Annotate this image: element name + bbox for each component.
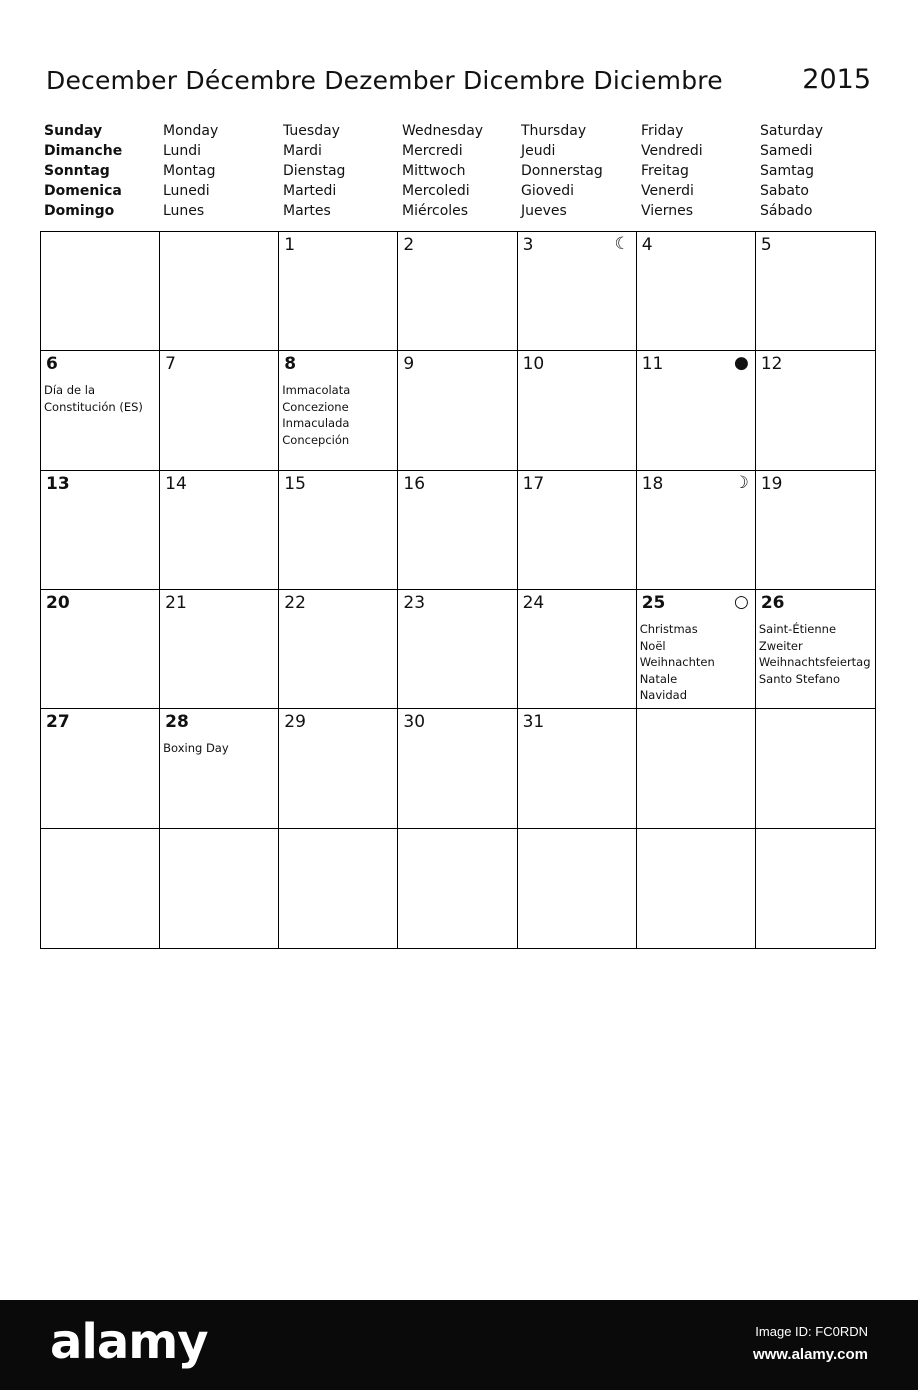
month-title: December Décembre Dezember Dicembre Diciembre: [46, 66, 723, 95]
moon-phase-icon: ○: [734, 592, 749, 612]
weekday-column-5: [641, 121, 760, 221]
weekday-name: Monday: [163, 123, 219, 139]
day-cell: [279, 590, 398, 709]
holiday-notes: [640, 621, 715, 704]
day-cell: [637, 232, 756, 351]
day-number: 7: [165, 354, 176, 375]
weekday-column-0: [44, 121, 163, 221]
weekday-name: Mardi: [283, 143, 322, 159]
day-cell: [160, 709, 279, 828]
day-number: 18: [641, 473, 664, 494]
holiday-note: Constitución (ES): [44, 399, 143, 414]
day-cell: [637, 351, 756, 470]
weekday-name: Lunes: [163, 203, 205, 219]
calendar-grid: [40, 231, 876, 949]
weekday-name: Giovedi: [521, 183, 574, 199]
weekday-name: Friday: [641, 123, 684, 139]
day-cell: [637, 829, 756, 948]
day-number: 27: [46, 712, 70, 733]
day-cell: [518, 829, 637, 948]
holiday-note: Día de la: [44, 383, 96, 398]
day-cell: [41, 590, 160, 709]
day-cell: [637, 471, 756, 590]
weekday-name: Freitag: [641, 163, 689, 179]
day-cell: [41, 829, 160, 948]
day-cell: [756, 471, 875, 590]
holiday-note: Immacolata: [282, 383, 351, 398]
day-cell: [756, 709, 875, 828]
day-number: 2: [403, 235, 415, 255]
weekday-name: Tuesday: [283, 123, 340, 139]
day-cell: [279, 709, 398, 828]
weekday-name: Miércoles: [402, 203, 469, 219]
day-number: 11: [641, 354, 664, 375]
weekday-name: Lundi: [163, 143, 202, 159]
weekday-name: Sunday: [44, 123, 103, 139]
weekday-name: Domingo: [44, 203, 115, 219]
weekday-name: Sabato: [760, 183, 809, 199]
day-number: 26: [760, 593, 785, 613]
holiday-note: Weihnachten: [639, 655, 715, 669]
day-number: 13: [46, 473, 70, 494]
weekday-name: Jeudi: [521, 143, 556, 159]
holiday-notes: [759, 621, 871, 687]
day-number: 23: [403, 593, 426, 613]
weekday-name: Saturday: [760, 123, 824, 139]
day-number: 17: [522, 473, 545, 494]
day-number: 10: [522, 354, 545, 375]
day-number: 8: [284, 354, 297, 375]
day-number: 3: [522, 235, 534, 255]
day-cell: [518, 232, 637, 351]
moon-phase-icon: ☾: [614, 234, 630, 254]
holiday-note: Saint-Étienne: [758, 622, 837, 636]
alamy-logo: alamy: [50, 1314, 208, 1370]
day-cell: [160, 590, 279, 709]
day-number: 22: [284, 593, 306, 613]
day-number: 1: [284, 235, 296, 255]
day-number: 31: [522, 712, 545, 733]
day-number: 28: [165, 712, 189, 733]
image-id-label: Image ID: FC0RDN: [755, 1324, 868, 1339]
day-cell: [398, 590, 517, 709]
weekday-name: Viernes: [641, 203, 694, 219]
weekday-name: Domenica: [44, 183, 122, 199]
day-number: 12: [760, 354, 783, 375]
day-cell: [756, 351, 875, 470]
day-cell: [756, 590, 875, 709]
holiday-note: Natale: [639, 671, 678, 686]
weekday-column-3: [402, 121, 521, 221]
weekday-column-6: [760, 121, 879, 221]
weekday-name: Samedi: [760, 143, 813, 159]
weekday-name: Dienstag: [283, 163, 346, 179]
weekday-name: Mercoledi: [402, 183, 470, 199]
weekday-column-1: [163, 121, 282, 221]
day-cell: [279, 232, 398, 351]
holiday-notes: [44, 382, 143, 415]
holiday-notes: [163, 740, 229, 757]
moon-phase-icon: ☽: [733, 472, 749, 493]
holiday-note: Noël: [639, 638, 666, 653]
holiday-note: Weihnachtsfeiertag: [758, 655, 871, 669]
day-cell: [41, 351, 160, 470]
day-cell: [279, 351, 398, 470]
day-cell: [41, 709, 160, 828]
year-label: 2015: [802, 64, 871, 95]
day-cell: [41, 232, 160, 351]
day-cell: [279, 829, 398, 948]
site-url-label: www.alamy.com: [752, 1346, 868, 1363]
day-cell: [398, 471, 517, 590]
day-cell: [637, 709, 756, 828]
day-cell: [398, 829, 517, 948]
day-number: 20: [46, 593, 70, 613]
holiday-note: Boxing Day: [163, 741, 229, 756]
day-cell: [637, 590, 756, 709]
weekday-name: Martes: [283, 203, 331, 219]
day-cell: [398, 709, 517, 828]
day-number: 16: [403, 473, 426, 494]
weekday-name: Samtag: [760, 163, 815, 179]
day-number: 25: [641, 593, 666, 613]
day-number: 15: [284, 473, 306, 494]
holiday-note: Inmaculada: [282, 416, 350, 431]
weekday-name: Sábado: [760, 203, 813, 219]
day-number: 5: [760, 235, 772, 255]
day-cell: [518, 351, 637, 470]
day-cell: [160, 232, 279, 351]
watermark-footer: [0, 1300, 918, 1390]
day-cell: [398, 351, 517, 470]
holiday-note: Zweiter: [758, 638, 803, 653]
weekday-name: Thursday: [521, 123, 587, 139]
weekday-name: Jueves: [521, 203, 567, 219]
day-number: 19: [760, 473, 783, 494]
weekday-name: Dimanche: [44, 143, 123, 159]
day-cell: [518, 709, 637, 828]
weekday-name: Sonntag: [44, 163, 110, 179]
day-number: 24: [522, 593, 545, 613]
weekday-name: Montag: [163, 163, 216, 179]
day-number: 4: [641, 235, 653, 255]
holiday-note: Santo Stefano: [758, 671, 840, 686]
holiday-note: Concepción: [282, 432, 350, 447]
weekday-name: Lunedi: [163, 183, 210, 199]
holiday-notes: [282, 382, 350, 448]
weekday-name: Donnerstag: [521, 163, 603, 179]
day-cell: [756, 232, 875, 351]
moon-phase-icon: ●: [734, 353, 749, 374]
day-cell: [279, 471, 398, 590]
holiday-note: Navidad: [639, 688, 688, 702]
day-cell: [518, 471, 637, 590]
day-number: 21: [165, 593, 187, 613]
day-cell: [518, 590, 637, 709]
day-number: 9: [403, 354, 415, 375]
weekday-name: Vendredi: [641, 143, 703, 159]
weekday-column-4: [521, 121, 640, 221]
day-cell: [160, 829, 279, 948]
weekday-name: Mittwoch: [402, 163, 466, 179]
day-number: 30: [403, 712, 426, 733]
holiday-note: Concezione: [282, 399, 349, 414]
weekday-name: Wednesday: [402, 123, 484, 139]
day-number: 14: [165, 473, 187, 494]
holiday-note: Christmas: [639, 622, 698, 636]
day-cell: [160, 351, 279, 470]
day-cell: [41, 471, 160, 590]
day-cell: [398, 232, 517, 351]
day-number: 29: [284, 712, 306, 733]
day-cell: [160, 471, 279, 590]
weekday-name: Venerdi: [641, 183, 694, 199]
day-number: 6: [46, 354, 58, 375]
day-cell: [756, 829, 875, 948]
weekday-column-2: [283, 121, 402, 221]
weekday-name: Mercredi: [402, 143, 463, 159]
weekday-name: Martedi: [283, 183, 337, 199]
